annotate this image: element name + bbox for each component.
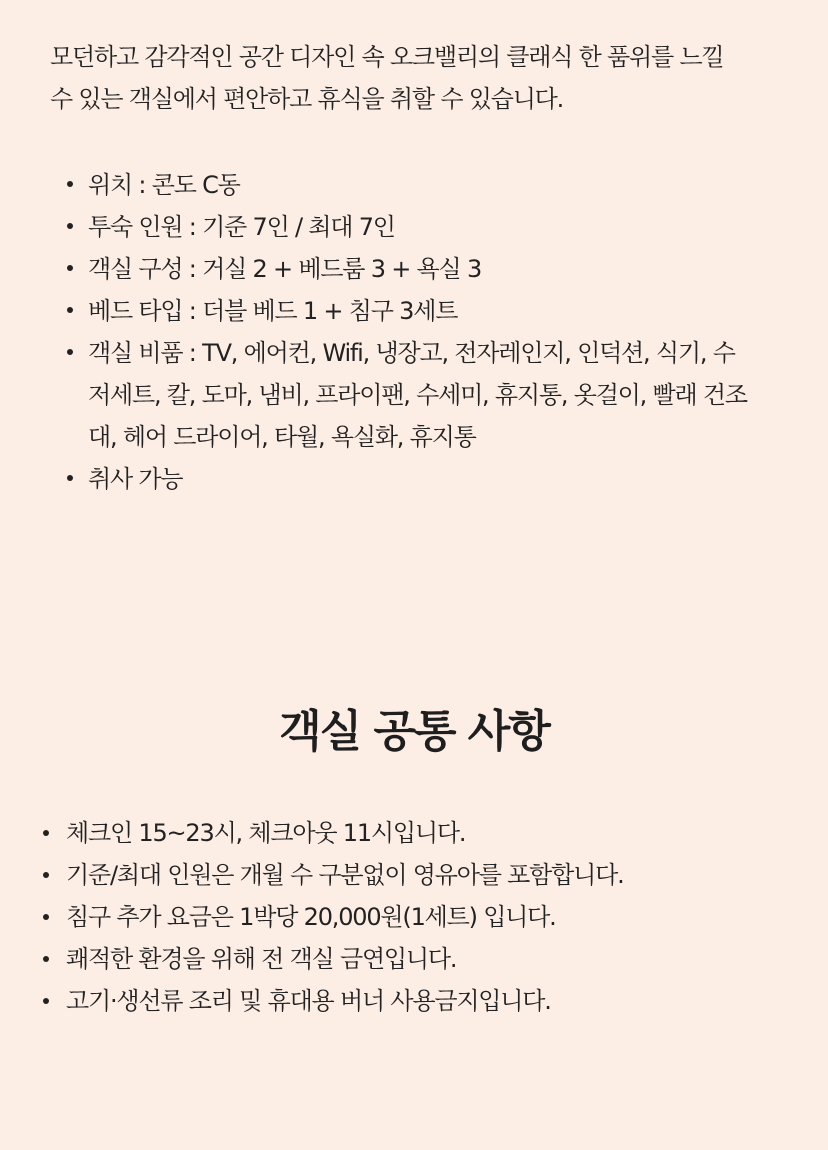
room-details-list [88,164,788,500]
rule-item: 체크인 15~23시, 체크아웃 11시입니다. [66,812,806,854]
detail-text: 베드 타입 : 더블 베드 1 + 침구 3세트 [88,297,458,325]
detail-item-cooking [88,458,788,500]
intro-line: 모던하고 감각적인 공간 디자인 속 오크밸리의 클래식 한 품위를 느낄 [50,43,724,71]
detail-text: 대, 헤어 드라이어, 타월, 욕실화, 휴지통 [88,423,476,451]
detail-text: 투숙 인원 : 기준 7인 / 최대 7인 [88,213,395,241]
detail-text: 객실 구성 : 거실 2 + 베드룸 3 + 욕실 3 [88,255,482,283]
intro-line: 수 있는 객실에서 편안하고 휴식을 취할 수 있습니다. [50,85,564,113]
rule-item: 쾌적한 환경을 위해 전 객실 금연입니다. [66,938,806,980]
detail-item-amenities [88,332,788,458]
detail-item-location [88,164,788,206]
detail-item-composition [88,248,788,290]
detail-text: 취사 가능 [88,465,183,493]
detail-text: 저세트, 칼, 도마, 냄비, 프라이팬, 수세미, 휴지통, 옷걸이, 빨래 건조 [88,381,747,409]
section-title: 객실 공통 사항 [279,706,549,757]
detail-item-bed-type [88,290,788,332]
intro-paragraph [50,36,780,120]
rule-item: 침구 추가 요금은 1박당 20,000원(1세트) 입니다. [66,896,806,938]
detail-text: 객실 비품 : TV, 에어컨, Wifi, 냉장고, 전자레인지, 인덕션, 식기, 수 [88,339,735,367]
rule-item: 기준/최대 인원은 개월 수 구분없이 영유아를 포함합니다. [66,854,806,896]
detail-item-occupancy [88,206,788,248]
common-rules-list [66,812,806,1022]
detail-text: 위치 : 콘도 C동 [88,171,240,199]
rule-item: 고기·생선류 조리 및 휴대용 버너 사용금지입니다. [66,980,806,1022]
